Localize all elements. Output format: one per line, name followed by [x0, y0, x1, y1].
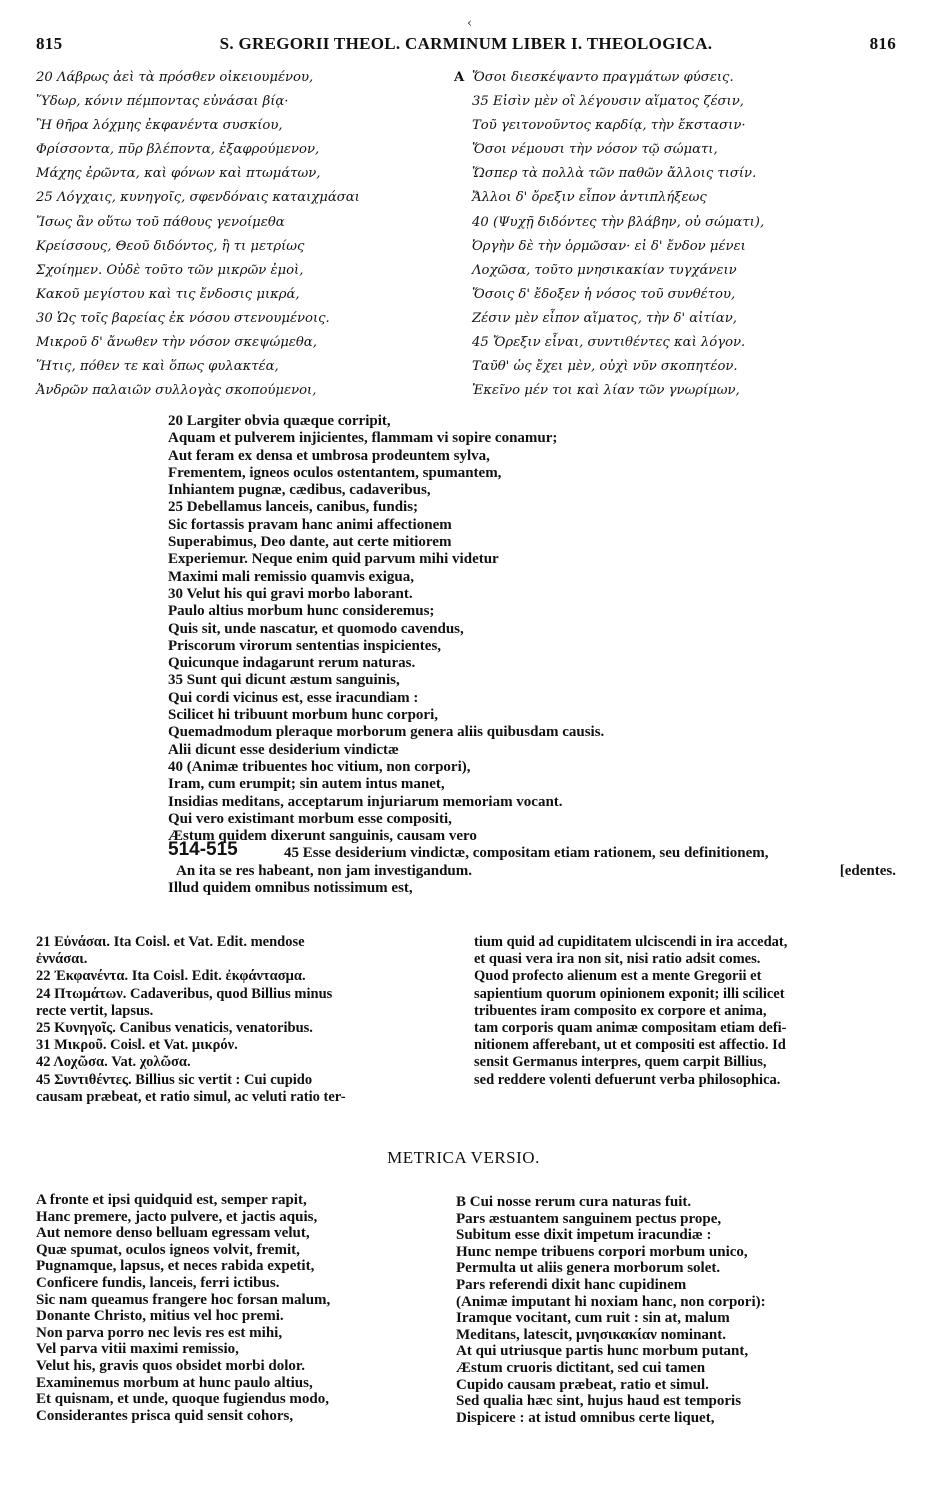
latin-line: Priscorum virorum sententias inspicientes,	[168, 637, 442, 654]
footnote-line: nitionem afferebant, ut et compositi est affectio. Id	[474, 1037, 786, 1054]
greek-verse-line: 20 Λάβρως ἀεὶ τὰ πρόσθεν οἰκειουμένου,	[36, 70, 314, 85]
latin-line: Scilicet hi tribuunt morbum hunc corpori,	[168, 707, 439, 724]
greek-text-right-column	[456, 66, 896, 403]
page-number-right: 816	[869, 34, 896, 53]
latin-line: Quemadmodum pleraque morborum genera aliis quibusdam causis.	[168, 724, 605, 741]
greek-verse-line: Ὕδωρ, κόνιν πέμποντας εὐνάσαι βίᾳ·	[36, 94, 289, 110]
footnote-line: tribuentes iram composito ex corpore et anima,	[474, 1002, 767, 1019]
metrical-verse-line: Pugnamque, lapsus, et neces rabida expetit,	[36, 1258, 315, 1275]
greek-verse-line: 35 Εἰσὶν μὲν οἳ λέγουσιν αἵματος ζέσιν,	[472, 94, 744, 110]
footnote-line: sed reddere volenti defuerunt verba philosophica.	[474, 1071, 781, 1088]
metrical-verse-line: Pars referendi dixit hanc cupidinem	[456, 1276, 687, 1293]
latin-line: Qui vero existimant morbum esse compositi,	[168, 810, 452, 827]
metrical-verse-line: Permulta ut aliis genera morborum solet.	[456, 1260, 721, 1277]
footnote-line: 21 Εὐνάσαι. Ita Coisl. et Vat. Edit. mendose	[36, 934, 305, 950]
latin-line: Superabimus, Deo dante, aut certe mitiorem	[168, 534, 452, 551]
metrical-verse-line: Examinemus morbum at hunc paulo altius,	[36, 1374, 313, 1391]
footnote-line: ἐννάσαι.	[36, 951, 88, 968]
metrical-verse-line: Pars æstuantem sanguinem pectus prope,	[456, 1210, 722, 1227]
latin-line: Sic fortassis pravam hanc animi affectionem	[168, 516, 452, 533]
metrical-verse-line: Conficere fundis, lanceis, ferri ictibus.	[36, 1274, 280, 1291]
metrical-verse-line: Et quisnam, et unde, quoque fugiendus modo,	[36, 1391, 330, 1408]
footnote-line: sensit Germanus interpres, quem carpit Billius,	[474, 1054, 767, 1071]
latin-line: Frementem, igneos oculos ostentantem, spumantem,	[168, 464, 502, 481]
latin-line: Alii dicunt esse desiderium vindictæ	[168, 741, 399, 758]
latin-line: Insidias meditans, acceptarum injuriarum memoriam vocant.	[168, 793, 563, 810]
greek-verse-line: Τοῦ γειτονοῦντος καρδίᾳ, τὴν ἔκστασιν·	[472, 118, 746, 134]
footnote-line: et quasi vera ira non sit, nisi ratio adsit comes.	[474, 951, 761, 968]
column-marker-a: A	[454, 70, 465, 85]
header-mark: ‹	[467, 16, 473, 31]
footnote-line: causam præbeat, et ratio simul, ac veluti ratio ter-	[36, 1088, 346, 1105]
greek-verse-line: Φρίσσοντα, πῦρ βλέποντα, ἐξαφρούμενον,	[36, 142, 320, 158]
metrical-verse-line: Quæ spumat, oculos igneos volvit, fremit,	[36, 1241, 300, 1258]
latin-line: 20 Largiter obvia quæque corripit,	[168, 413, 391, 429]
metrical-verse-line: Hanc premere, jacto pulvere, et jactis aquis,	[36, 1208, 318, 1225]
metrical-version-right-column	[456, 1194, 896, 1426]
latin-translation	[168, 413, 900, 897]
footnote-line: 24 Πτωμάτων. Cadaveribus, quod Billius minus	[36, 985, 333, 1002]
running-title: S. GREGORII THEOL. CARMINUM LIBER I. THEOLOGICA.	[219, 34, 713, 53]
metrical-verse-line: Hunc nempe tribuens corpori morbum unico,	[456, 1243, 748, 1260]
greek-verse-line: Ὥσπερ τὰ πολλὰ τῶν παθῶν ἄλλοις τισίν.	[472, 166, 757, 182]
metrical-verse-line: Meditans, latescit, μνησικακίαν nominant.	[456, 1326, 727, 1343]
latin-line	[168, 863, 900, 880]
latin-line: Paulo altius morbum hunc consideremus;	[168, 603, 435, 620]
greek-verse-line: Μικροῦ δ' ἄνωθεν τὴν νόσον σκεψώμεθα,	[36, 335, 317, 351]
metrical-verse-line: Æstum cruoris dictitant, sed cui tamen	[456, 1359, 706, 1376]
metrical-version-left-column	[36, 1192, 446, 1424]
greek-verse-line: Ἄλλοι δ' ὄρεξιν εἶπον ἀντιπλήξεως	[472, 190, 707, 206]
footnote-line: tam corporis quam animæ compositam etiam defi-	[474, 1019, 787, 1036]
greek-verse-line: Ἀνδρῶν παλαιῶν συλλογὰς σκοπούμενοι,	[36, 383, 317, 399]
greek-verse-line: 25 Λόγχαις, κυνηγοῖς, σφενδόναις καταιχμάσαι	[36, 190, 360, 206]
latin-line-text: 45 Esse desiderium vindictæ, compositam etiam rationem, seu definitionem,	[284, 845, 769, 862]
metrical-verse-line: Velut his, gravis quos obsidet morbi dolor.	[36, 1357, 305, 1374]
footnote-line: sapientium quorum opinionem exponit; illi scilicet	[474, 985, 785, 1002]
latin-line: Qui cordi vicinus est, esse iracundiam :	[168, 689, 419, 706]
metrical-verse-line: Non parva porro nec levis res est mihi,	[36, 1324, 283, 1341]
footnote-line: 25 Κυνηγοῖς. Canibus venaticis, venatoribus.	[36, 1019, 313, 1036]
latin-line: Aut feram ex densa et umbrosa prodeuntem sylva,	[168, 447, 490, 464]
greek-verse-line: Λοχῶσα, τοῦτο μνησικακίαν τυγχάνειν	[472, 262, 737, 278]
metrical-verse-line: At qui utriusque partis hunc morbum putant,	[456, 1343, 749, 1360]
footnotes-right-column	[474, 934, 898, 1089]
latin-line: Aquam et pulverem injicientes, flammam vi sopire conamur;	[168, 430, 558, 447]
footnote-line: 42 Λοχῶσα. Vat. χολῶσα.	[36, 1054, 191, 1071]
greek-verse-line: 40 (Ψυχῇ διδόντες τὴν βλάβην, οὐ σώματι),	[472, 214, 765, 230]
footnote-line: tium quid ad cupiditatem ulciscendi in ira accedat,	[474, 934, 788, 950]
greek-verse-line: Ζέσιν μὲν εἶπον αἵματος, τὴν δ' αἰτίαν,	[472, 310, 737, 326]
metrical-verse-line: Cupido causam præbeat, ratio et simul.	[456, 1376, 709, 1393]
section-title: METRICA VERSIO.	[387, 1148, 540, 1167]
metrical-verse-line: Aut nemore denso belluam egressam velut,	[36, 1225, 310, 1242]
latin-line: Quicunque indagarunt rerum naturas.	[168, 655, 416, 672]
greek-verse-line: Ἢ θῆρα λόχμης ἐκφανέντα συσκίου,	[36, 118, 283, 134]
latin-line: Illud quidem omnibus notissimum est,	[168, 880, 413, 897]
latin-line: Æstum quidem dixerunt sanguinis, causam vero	[168, 828, 477, 845]
metrical-verse-line: Subitum esse dixit impetum iracundiæ :	[456, 1227, 712, 1244]
greek-verse-line: Μάχης ἐρῶντα, καὶ φόνων καὶ πτωμάτων,	[36, 166, 321, 182]
metrical-verse-line: Considerantes prisca quid sensit cohors,	[36, 1407, 294, 1424]
latin-line: 40 (Animæ tribuentes hoc vitium, non corpori),	[168, 758, 471, 775]
latin-line: Maximi mali remissio quamvis exigua,	[168, 568, 414, 585]
greek-verse-line: Ἴσως ἂν οὕτω τοῦ πάθους γενοίμεθα	[36, 214, 285, 230]
greek-verse-line: 30 Ὡς τοῖς βαρείας ἐκ νόσου στενουμένοις.	[36, 310, 330, 326]
greek-verse-line: Κρείσσους, Θεοῦ διδόντος, ἢ τι μετρίως	[36, 238, 305, 254]
latin-line: Iram, cum erumpit; sin autem intus manet,	[168, 776, 445, 793]
page-number-left: 815	[36, 34, 63, 53]
footnote-line: 31 Μικροῦ. Coisl. et Vat. μικρόν.	[36, 1037, 238, 1054]
greek-verse-line: Ὀργὴν δὲ τὴν ὁρμῶσαν· εἰ δ' ἔνδον μένει	[472, 238, 746, 254]
metrical-verse-line: (Animæ imputant hi noxiam hanc, non corpori):	[456, 1293, 766, 1310]
latin-line-carryover: [edentes.	[839, 862, 896, 879]
latin-line: 35 Sunt qui dicunt æstum sanguinis,	[168, 672, 400, 689]
footnote-line: 45 Συντιθέντες. Billius sic vertit : Cui cupido	[36, 1071, 313, 1088]
footnote-line: recte vertit, lapsus.	[36, 1002, 154, 1019]
latin-line: 30 Velut his qui gravi morbo laborant.	[168, 585, 413, 602]
metrical-verse-line: Iramque vocitant, cum ruit : sin at, malum	[456, 1310, 730, 1327]
latin-line: 25 Debellamus lanceis, canibus, fundis;	[168, 499, 419, 516]
greek-verse-line: Ἐκεῖνο μέν τοι καὶ λίαν τῶν γνωρίμων,	[472, 383, 740, 399]
greek-verse-line: Ὅσοι νέμουσι τὴν νόσον τῷ σώματι,	[472, 142, 718, 158]
greek-verse-line: Ὅσοις δ' ἔδοξεν ἡ νόσος τοῦ συνθέτου,	[472, 286, 736, 302]
latin-line	[168, 839, 900, 862]
metrical-verse-line: Vel parva vitii maximi remissio,	[36, 1341, 239, 1358]
greek-verse-line: Ὅσοι διεσκέψαντο πραγμάτων φύσεις.	[472, 70, 734, 85]
page-header	[36, 34, 896, 62]
metrical-verse-line: Donante Christo, mitius vel hoc premi.	[36, 1308, 284, 1325]
greek-verse-line: Κακοῦ μεγίστου καὶ τις ἔνδοσις μικρά,	[36, 286, 300, 302]
latin-line: Experiemur. Neque enim quid parvum mihi videtur	[168, 551, 499, 568]
footnote-line: Quod profecto alienum est a mente Gregorii et	[474, 968, 762, 985]
footnotes-left-column	[36, 934, 452, 1106]
metrical-verse-line: Sic nam queamus frangere hoc forsan malum,	[36, 1291, 331, 1308]
metrical-verse-line: B Cui nosse rerum cura naturas fuit.	[456, 1194, 692, 1210]
metrical-verse-line: Sed qualia hæc sint, hujus haud est temporis	[456, 1393, 742, 1410]
latin-line: Inhiantem pugnæ, cædibus, cadaveribus,	[168, 482, 431, 499]
greek-text-left-column	[36, 66, 446, 403]
greek-verse-line: Ἥτις, πόθεν τε καὶ ὅπως φυλακτέα,	[36, 359, 279, 375]
metrical-verse-line: A fronte et ipsi quidquid est, semper rapit,	[36, 1192, 307, 1208]
metrical-verse-line: Dispicere : at istud omnibus certe liquet,	[456, 1409, 715, 1426]
edition-page-marker: 514-515	[168, 839, 238, 861]
latin-line-text: An ita se res habeant, non jam investigandum.	[176, 862, 473, 879]
latin-line: Quis sit, unde nascatur, et quomodo cavendus,	[168, 620, 464, 637]
footnote-line: 22 Ἐκφανέντα. Ita Coisl. Edit. ἐκφάντασμα.	[36, 968, 306, 985]
greek-verse-line: 45 Ὄρεξιν εἶναι, συντιθέντες καὶ λόγον.	[472, 335, 746, 351]
greek-verse-line: Σχοίημεν. Οὐδὲ τοῦτο τῶν μικρῶν ἐμοὶ,	[36, 262, 304, 278]
greek-verse-line: Ταῦθ' ὡς ἔχει μὲν, οὐχὶ νῦν σκοπητέον.	[472, 359, 738, 375]
